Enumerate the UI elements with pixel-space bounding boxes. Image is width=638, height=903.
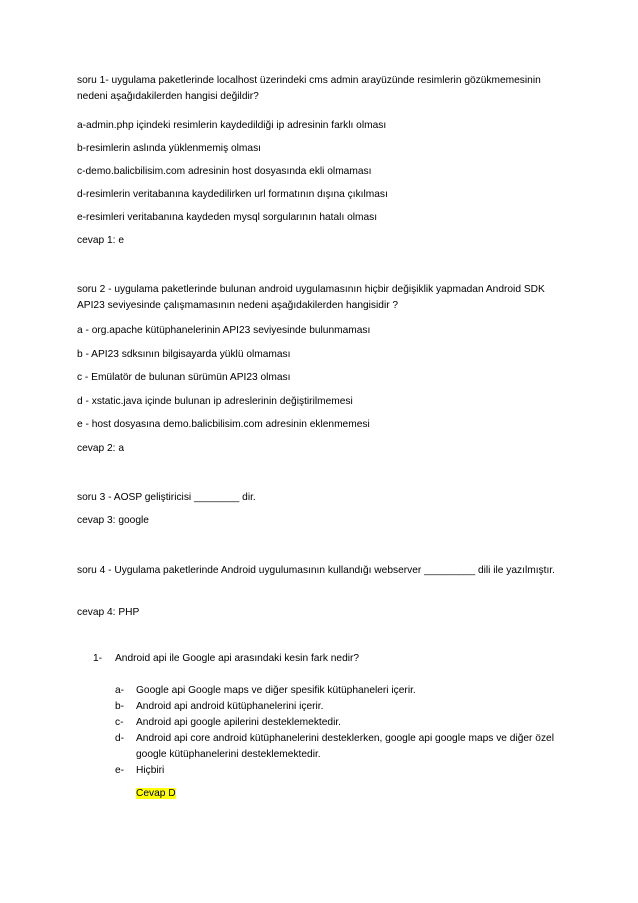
answer-2: cevap 2: a (77, 443, 125, 454)
question-1-option-c: c-demo.balicbilisim.com adresinin host dosyasında ekli olmaması (77, 166, 372, 177)
option-c-text: Android api google apilerini desteklemektedir. (136, 717, 342, 728)
answer-3: cevap 3: google (77, 515, 149, 526)
option-b-text: Android api android kütüphanelerini içerir. (136, 701, 324, 712)
option-d-mark: d- (115, 733, 125, 744)
option-a-mark: a- (115, 685, 125, 696)
option-a-text: Google api Google maps ve diğer spesifik kütüphaneleri içerir. (136, 685, 416, 696)
option-e-text: Hiçbiri (136, 765, 165, 776)
question-1-text: soru 1- uygulama paketlerinde localhost üzerindeki cms admin arayüzünde resimlerin gözükmemesinin nedeni aşağıdakilerden hangisi değildir? (77, 75, 541, 102)
option-e-mark: e- (115, 765, 125, 776)
option-c-mark: c- (115, 717, 124, 728)
option-d-text: Android api core android kütüphanelerini desteklerken, google api google maps ve diğer özel google kütüphanelerini desteklemektedir. (136, 733, 554, 760)
option-b-mark: b- (115, 701, 125, 712)
question-2-option-c: c - Emülatör de bulunan sürümün API23 olması (77, 372, 291, 383)
numbered-question-text: Android api ile Google api arasındaki kesin fark nedir? (115, 653, 360, 664)
answer-4: cevap 4: PHP (77, 607, 140, 618)
question-3-text: soru 3 - AOSP geliştiricisi ________ dir. (77, 492, 256, 503)
question-4-text: soru 4 - Uygulama paketlerinde Android uygulumasının kullandığı webserver _________ dili ile yazılmıştır. (77, 565, 555, 576)
question-1-option-b: b-resimlerin aslında yüklenmemiş olması (77, 143, 262, 154)
question-2-option-d: d - xstatic.java içinde bulunan ip adreslerinin değiştirilmemesi (77, 396, 353, 407)
answer-highlighted (136, 786, 176, 802)
question-2-text: soru 2 - uygulama paketlerinde bulunan android uygulamasının hiçbir değişiklik yapmadan Android SDK API23 seviyesinde çalışmamasının nedeni aşağıdakilerden hangisidir ? (77, 284, 545, 311)
answer-1: cevap 1: e (77, 235, 125, 246)
question-2-option-a: a - org.apache kütüphanelerinin API23 seviyesinde bulunmaması (77, 325, 371, 336)
question-1-option-d: d-resimlerin veritabanına kaydedilirken url formatının dışına çıkılması (77, 189, 388, 200)
question-2-option-b: b - API23 sdksının bilgisayarda yüklü olmaması (77, 349, 291, 360)
question-1-option-a: a-admin.php içindeki resimlerin kaydedildiği ip adresinin farklı olması (77, 120, 387, 131)
question-1-option-e: e-resimleri veritabanına kaydeden mysql sorgularının hatalı olması (77, 212, 378, 223)
question-2-option-e: e - host dosyasına demo.balicbilisim.com adresinin eklenmemesi (77, 419, 370, 430)
answer-highlight-text: Cevap D (136, 788, 176, 799)
numbered-question-number: 1- (93, 653, 103, 664)
